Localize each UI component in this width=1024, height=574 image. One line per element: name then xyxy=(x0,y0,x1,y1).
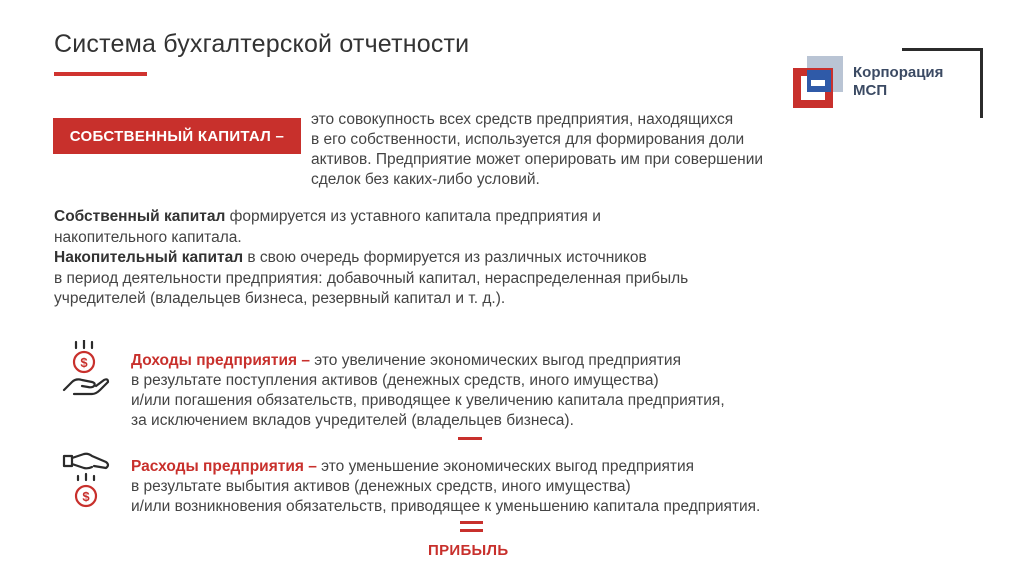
income-text-line: это увеличение экономических выгод предприятия xyxy=(309,352,681,369)
term-own-capital: Собственный капитал xyxy=(54,208,226,225)
definition-line: сделок без каких-либо условий. xyxy=(311,171,540,188)
logo-mark-icon xyxy=(793,56,845,108)
expense-text-line: в результате выбытия активов (денежных средств, иного имущества) xyxy=(131,478,631,495)
expense-text-line: и/или возникновения обязательств, приводящее к уменьшению капитала предприятия. xyxy=(131,498,761,515)
profit-label: ПРИБЫЛЬ xyxy=(428,542,509,559)
definition-line: активов. Предприятие может оперировать им при совершении xyxy=(311,151,764,168)
definition-line: это совокупность всех средств предприятия, находящихся xyxy=(311,111,734,128)
logo-line-2: МСП xyxy=(853,82,888,99)
paragraph-text: в свою очередь формируется из различных источников xyxy=(243,249,647,266)
definition-line: в его собственности, используется для формирования доли xyxy=(311,131,745,148)
expense-term: Расходы предприятия – xyxy=(131,458,317,475)
paragraph-text: накопительного капитала. xyxy=(54,228,242,246)
logo xyxy=(793,56,943,108)
equals-sign-bottom xyxy=(460,529,483,532)
equity-definition xyxy=(311,110,871,190)
title-underline xyxy=(54,72,147,76)
income-definition xyxy=(131,351,851,431)
logo-line-1: Корпорация xyxy=(853,64,944,81)
equals-sign-top xyxy=(460,521,483,524)
paragraph-text: учредителей (владельцев бизнеса, резервный капитал и т. д.). xyxy=(54,290,506,307)
equity-badge: СОБСТВЕННЫЙ КАПИТАЛ – xyxy=(53,118,301,154)
corner-decoration-side xyxy=(980,48,983,118)
svg-text:$: $ xyxy=(82,489,90,504)
expense-text-line: это уменьшение экономических выгод предприятия xyxy=(316,458,695,475)
income-hand-coin-icon xyxy=(62,340,110,402)
income-text-line: и/или погашения обязательств, приводящее к увеличению капитала предприятия, xyxy=(131,392,725,409)
term-accumulated-capital: Накопительный капитал xyxy=(54,249,244,266)
page-title: Система бухгалтерской отчетности xyxy=(54,30,470,58)
paragraph-text: в период деятельности предприятия: добавочный капитал, нераспределенная прибыль xyxy=(54,269,689,287)
svg-text:$: $ xyxy=(80,355,88,370)
expense-hand-coin-icon xyxy=(62,452,112,514)
logo-text xyxy=(853,64,943,100)
corner-decoration-top xyxy=(902,48,980,51)
income-text-line: в результате поступления активов (денежных средств, иного имущества) xyxy=(131,372,659,389)
income-term: Доходы предприятия – xyxy=(131,352,310,369)
paragraph-text: формируется из уставного капитала предприятия и xyxy=(225,208,601,225)
expense-definition xyxy=(131,457,871,517)
minus-sign xyxy=(458,437,482,440)
capital-paragraph xyxy=(54,207,854,310)
income-text-line: за исключением вкладов учредителей (владельцев бизнеса). xyxy=(131,412,574,429)
